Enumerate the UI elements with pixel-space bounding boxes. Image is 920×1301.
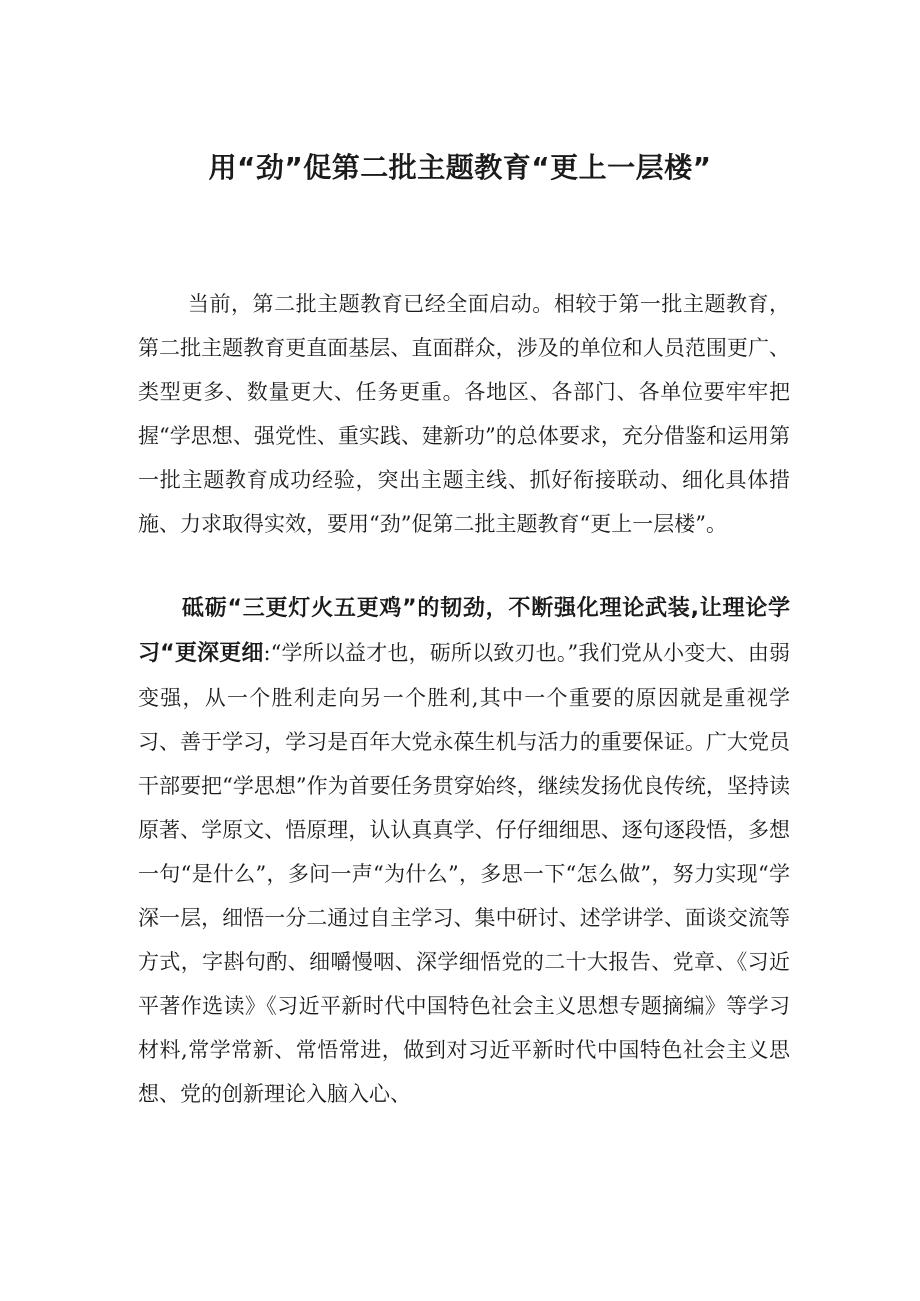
paragraph-intro [138,282,790,546]
paragraph-intro-text: 当前，第二批主题教育已经全面启动。相较于第一批主题教育，第二批主题教育更直面基层、直面群众，涉及的单位和人员范围更广、类型更多、数量更大、任务更重。各地区、各部门、各单位要牢牢把握“学思想、强党性、重实践、建新功”的总体要求，充分借鉴和运用第一批主题教育成功经验，突出主题主线、抓好衔接联动、细化具体措施、力求取得实效，要用“劲”促第二批主题教育“更上一层楼”。 [138,292,790,536]
paragraph-theory-study [138,586,790,1116]
paragraph-heading: 砥砺“三更灯火五更鸡”的韧劲，不断强化理论武装,让理论学习“更深更细 [138,596,790,666]
paragraph-theory-study-text: :“学所以益才也，砺所以致刃也。”我们党从小变大、由弱变强，从一个胜利走向另一个胜利,其中一个重要的原因就是重视学习、善于学习，学习是百年大党永葆生机与活力的重要保证。广大党员干部要把“学思想”作为首要任务贯穿始终，继续发扬优良传统，坚持读原著、学原文、悟原理，认认真真学、仔仔细细思、逐句逐段悟，多想一句“是什么”，多问一声“为什么”，多思一下“怎么做”，努力实现“学深一层，细悟一分二通过自主学习、集中研讨、述学讲学、面谈交流等方式，字斟句酌、细嚼慢咽、深学细悟党的二十大报告、党章、《习近平著作选读》《习近平新时代中国特色社会主义思想专题摘编》等学习材料,常学常新、常悟常进，做到对习近平新时代中国特色社会主义思想、党的创新理论入脑入心、 [138,641,790,1106]
document-title: 用“劲”促第二批主题教育“更上一层楼” [208,151,712,184]
